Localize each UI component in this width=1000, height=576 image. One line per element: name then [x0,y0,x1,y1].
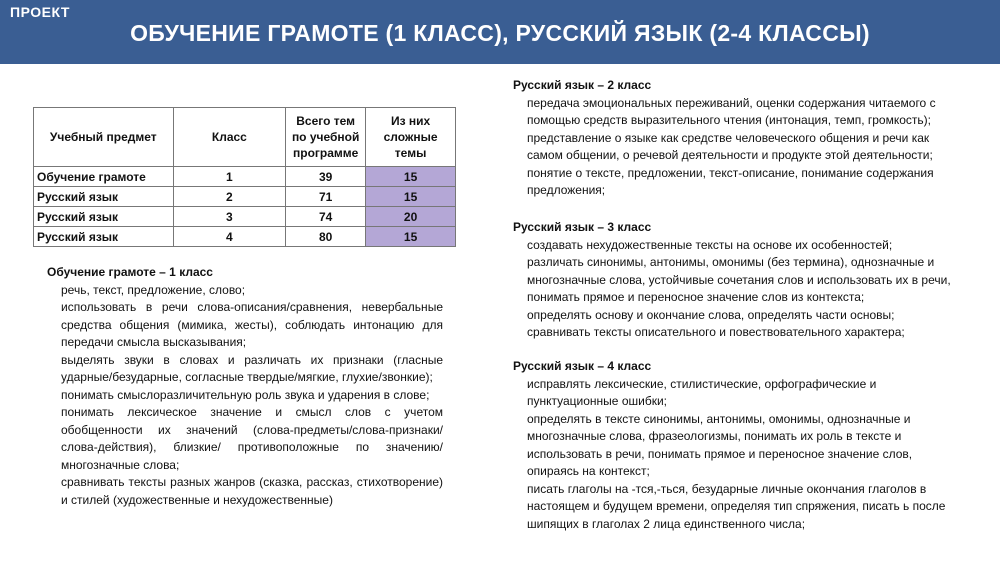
list-item: речь, текст, предложение, слово; [61,282,246,297]
grammar-grade1-section [47,264,443,509]
table-row [34,187,456,207]
russian-grade2-section [513,77,953,200]
cell-grade: 3 [173,207,286,227]
table-row [34,227,456,247]
list-item: сравнивать тексты описательного и повествовательного характера; [527,325,905,339]
section-body [513,376,958,534]
cell-subject: Русский язык [34,187,174,207]
list-item: понимать прямое и переносное значение слов из контекста; [527,290,865,304]
section-heading: Русский язык – 3 класс [513,220,652,234]
cell-grade: 1 [173,167,286,187]
list-item: сравнивать тексты разных жанров (сказка, рассказ, стихотворение) и стилей (художественные и нехудожественные) [61,475,443,507]
list-item: понятие о тексте, предложении, текст-описание, понимание содержания предложения; [527,165,934,197]
list-item: определять основу и окончание слова, определять части основы; [527,307,895,322]
cell-grade: 2 [173,187,286,207]
section-heading: Русский язык – 4 класс [513,359,652,373]
cell-subject: Обучение грамоте [34,167,174,187]
section-heading: Русский язык – 2 класс [513,78,652,92]
topics-table [33,107,456,247]
russian-grade4-section [513,358,958,533]
header-grade: Класс [173,108,286,167]
cell-total: 80 [286,227,366,247]
cell-subject: Русский язык [34,227,174,247]
cell-total: 71 [286,187,366,207]
header-subject: Учебный предмет [34,108,174,167]
list-item: использовать в речи слова-описания/сравнения, невербальные средства общения (мимика, жесты), соблюдать интонацию для передачи смысла высказывания; [61,300,443,349]
project-label: ПРОЕКТ [10,4,70,20]
list-item: понимать лексическое значение и смысл слов с учетом обобщенности их значений (слова-предметы/слова-признаки/слова-действия), близкие/ противоположные по значению/многозначные слова; [61,405,443,472]
cell-total: 74 [286,207,366,227]
list-item: писать глаголы на -тся,-ться, безударные личные окончания глаголов в настоящем и будущем времени, определяя тип спряжения, писать ь после шипящих в глаголах 2 лица единственного числа; [527,481,946,531]
list-item: различать синонимы, антонимы, омонимы (без термина), однозначные и многозначные слова, устойчивые сочетания слов и использовать их в речи, [527,255,951,287]
list-item: выделять звуки в словах и различать их признаки (гласные ударные/безударные, согласные твердые/мягкие, глухие/звонкие); [61,352,443,384]
cell-hard: 15 [366,167,456,187]
list-item: представление о языке как средстве человеческого общения и речи как самом общении, о речевой деятельности и продукте этой деятельности; [527,130,933,162]
list-item: определять в тексте синонимы, антонимы, омонимы, однозначные и многозначные слова, фразеологизмы, понимать их роль в тексте и использовать в речи, понимать прямое и переносное значение слов, опираясь на контекст; [527,411,913,478]
cell-hard: 15 [366,227,456,247]
russian-grade3-section [513,219,958,342]
section-body [513,237,958,342]
list-item: создавать нехудожественные тексты на основе их особенностей; [527,237,893,252]
header-bar [0,0,1000,64]
table-row [34,167,456,187]
cell-total: 39 [286,167,366,187]
table-row [34,207,456,227]
section-heading: Обучение грамоте – 1 класс [47,265,213,279]
page-title: ОБУЧЕНИЕ ГРАМОТЕ (1 КЛАСС), РУССКИЙ ЯЗЫК (2-4 КЛАССЫ) [130,20,870,46]
section-body [513,95,953,200]
header-hard-topics: Из них сложные темы [366,108,456,167]
section-body [47,282,443,510]
list-item: исправлять лексические, стилистические, орфографические и пунктуационные ошибки; [527,376,877,408]
cell-subject: Русский язык [34,207,174,227]
list-item: передача эмоциональных переживаний, оценки содержания читаемого с помощью средств выразительного чтения (интонация, темп, громкость); [527,95,936,127]
header-total-topics: Всего тем по учебной программе [286,108,366,167]
list-item: понимать смыслоразличительную роль звука и ударения в слове; [61,387,430,402]
cell-hard: 15 [366,187,456,207]
table-header-row [34,108,456,167]
cell-grade: 4 [173,227,286,247]
cell-hard: 20 [366,207,456,227]
